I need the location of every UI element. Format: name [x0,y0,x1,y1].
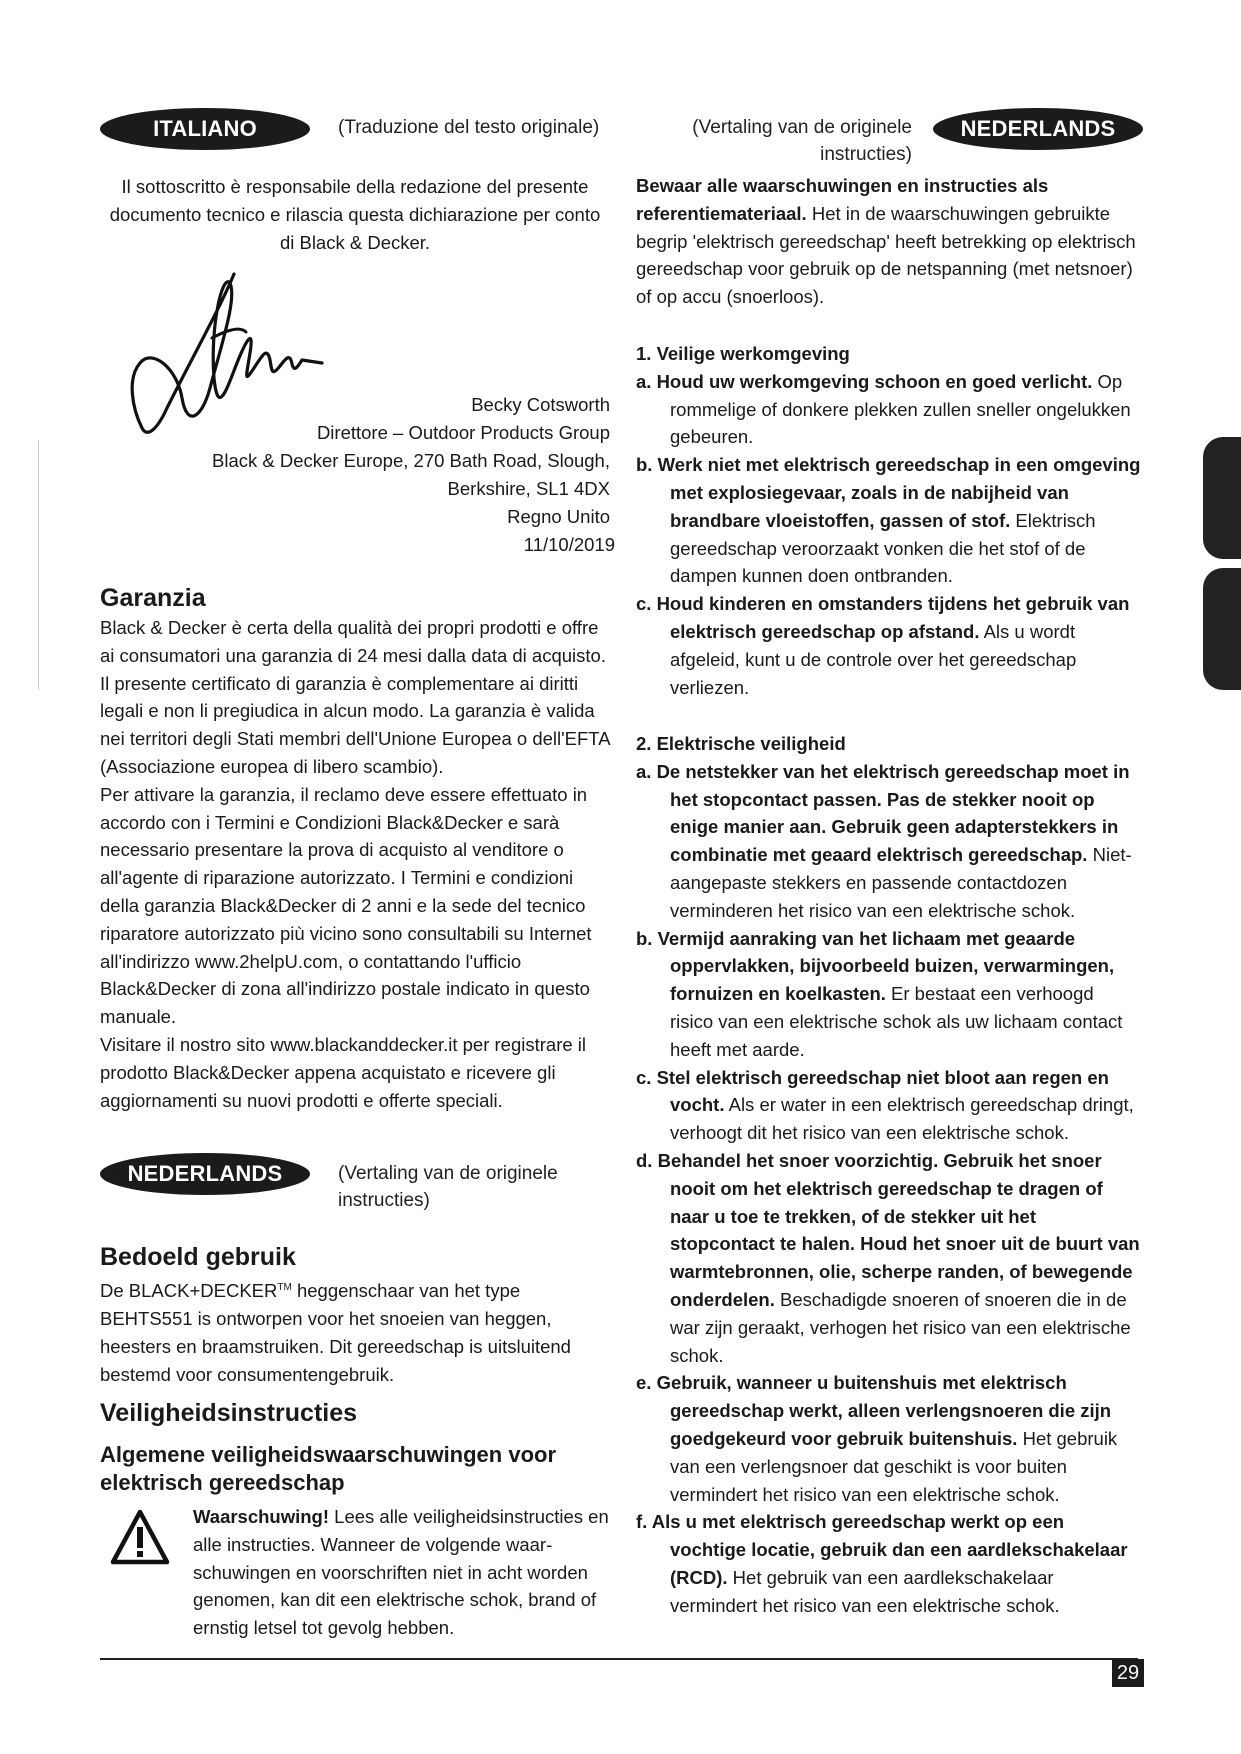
warranty-heading: Garanzia [100,584,206,612]
item-bold: e. Gebruik, wanneer u buitenshuis met elektrisch gereedschap werkt, alleen verlengsnoeren die zijn goedgekeurd voor gebruik buitenshuis. [636,1372,1112,1449]
item-bold: a. Houd uw werkomgeving schoon en goed verlicht. [636,370,1093,392]
warning-label: Waarschuwing! [193,1506,330,1527]
language-tab-marker [1203,568,1241,690]
item-text: Als u wordt afgeleid, kunt u de controle over het gereedschap verliezen. [670,620,1077,698]
lang-badge-nederlands-right: NEDERLANDS [933,108,1143,150]
declaration-text: Il sottoscritto è responsabile della redazione del presente documento tecnico e rilascia questa dichiarazione per conto di Black & Decker. [109,176,601,253]
warning-body: Lees alle veiligheidsinstructies en alle instructies. Wanneer de volgende waar-schuwingen en voorschriften niet in acht worden genomen, kan dit een elektrische schok, brand of ernstig letsel tot gevolg hebben. [193,1506,609,1639]
list-item [636,925,1141,1064]
item-text: Het gebruik van een aardlekschakelaar vermindert het risico van een elektrische schok. [670,1566,1060,1616]
item-text: Er bestaat een verhoogd risico van een elektrische schok als uw lichaam contact heeft met aarde. [670,983,1123,1060]
list-item [636,1147,1141,1369]
warranty-paragraph-3: Visitare il nostro sito www.blackanddecker.it per registrare il prodotto Black&Decker appena acquistato e ricevere gli aggiornamenti su nuovi prodotti e offerte speciali. [100,1033,587,1111]
signer-country: Regno Unito [507,506,610,527]
item-bold: b. Werk niet met elektrisch gereedschap in een omgeving met explosiegevaar, zoals in de nabijheid van brandbare vloeistoffen, gassen of stof. [636,454,1141,531]
lang-note-nederlands-right: (Vertaling van de originele instructies) [692,117,912,165]
signer-date: 11/10/2019 [523,534,615,555]
page-number: 29 [1112,1659,1144,1687]
section-2 [636,730,1141,1620]
warning-text [193,1503,613,1642]
section-title: 1. Veilige werkomgeving [636,343,850,364]
footer-rule [100,1658,1138,1660]
lang-note-italiano: (Traduzione del testo originale) [338,117,600,138]
list-item [636,1369,1141,1508]
signer-address-1: Black & Decker Europe, 270 Bath Road, Slough, [212,450,610,471]
item-bold: d. Behandel het snoer voorzichtig. Gebruik het snoer nooit om het elektrisch gereedschap te dragen of naar u toe te trekken, of de stekker uit het stopcontact te halen. Houd het snoer uit de buurt van warmtebronnen, olie, scherpe randen, of bewegende onderdelen. [636,1149,1140,1310]
lang-note-nederlands-left: (Vertaling van de originele instructies) [338,1163,558,1211]
intended-use-heading: Bedoeld gebruik [100,1243,296,1271]
list-item [636,590,1141,701]
item-bold: a. De netstekker van het elektrisch gereedschap moet in het stopcontact passen. Pas de stekker nooit op enige manier aan. Gebruik geen adapterstekkers in combinatie met geaard elektrisch gereedschap. [636,760,1130,866]
item-bold: f. Als u met elektrisch gereedschap werkt op een vochtige locatie, gebruik dan een aardlekschakelaar (RCD). [636,1511,1128,1588]
margin-line [38,440,39,570]
list-item [636,368,1141,451]
intro-bold: Bewaar alle waarschuwingen en instructies als referentiemateriaal. [636,175,1049,224]
item-bold: c. Houd kinderen en omstanders tijdens het gebruik van elektrisch gereedschap op afstand. [636,593,1130,642]
item-bold: c. Stel elektrisch gereedschap niet bloot aan regen en vocht. [636,1066,1109,1116]
list-item [636,1508,1141,1619]
trademark-symbol: TM [277,1282,292,1293]
item-text: Het gebruik van een verlengsnoer dat geschikt is voor buiten vermindert het risico van een elektrische schok. [670,1427,1118,1505]
signer-title: Direttore – Outdoor Products Group [316,422,610,443]
intended-use-pre: De BLACK+DECKER [100,1280,278,1302]
warning-triangle-icon [110,1509,170,1565]
intro-text [636,172,1141,311]
intro-body: Het in de waarschuwingen gebruikte begrip 'elektrisch gereedschap' heeft betrekking op elektrisch gereedschap voor gebruik op de netspanning (met netsnoer) of op accu (snoerloos). [636,202,1136,308]
item-text: Op rommelige of donkere plekken zullen sneller ongelukken gebeuren. [670,370,1131,448]
item-text: Elektrisch gereedschap veroorzaakt vonken die het stof of de dampen kunnen doen ontbranden. [670,509,1096,587]
intended-use-post: heggenschaar van het type BEHTS551 is ontworpen voor het snoeien van heggen, heesters en braamstruiken. Dit gereedschap is uitsluitend bestemd voor consumentengebruik. [100,1280,571,1385]
list-item [636,758,1141,925]
warranty-body [100,614,610,1114]
margin-line [38,570,39,690]
lang-badge-italiano: ITALIANO [100,108,310,150]
item-text: Beschadigde snoeren of snoeren die in de war zijn geraakt, verhogen het risico van een elektrische schok. [670,1288,1131,1366]
signer-block [100,391,615,559]
list-item [636,451,1141,590]
item-bold: b. Vermijd aanraking van het lichaam met geaarde oppervlakken, bijvoorbeeld buizen, verwarmingen, fornuizen en koelkasten. [636,927,1115,1005]
item-text: Als er water in een elektrisch gereedschap dringt, verhoogt dit het risico van een elektrische schok. [670,1094,1134,1144]
section-title: 2. Elektrische veiligheid [636,733,846,754]
lang-badge-nederlands-left: NEDERLANDS [100,1153,310,1195]
item-text: Niet-aangepaste stekkers en passende contactdozen verminderen het risico van een elektrische schok. [670,844,1132,921]
section-1 [636,340,1141,701]
safety-heading: Veiligheidsinstructies [100,1399,358,1427]
general-warnings-heading: Algemene veiligheidswaarschuwingen voor elektrisch gereedschap [100,1442,557,1495]
list-item [636,1064,1141,1147]
signer-address-2: Berkshire, SL1 4DX [447,478,610,499]
warranty-paragraph-2: Per attivare la garanzia, il reclamo deve essere effettuato in accordo con i Termini e Condizioni Black&Decker e sarà necessario presentare la prova di acquisto al venditore o all'agente di riparazione autorizzato. I Termini e condizioni della garanzia Black&Decker di 2 anni e la sede del tecnico riparatore autorizzato più vicino sono consultabili su Internet all'indirizzo www.2helpU.com, o contattando l'ufficio Black&Decker di zona all'indirizzo postale indicato in questo manuale. [100,783,592,1028]
signer-name: Becky Cotsworth [471,394,610,415]
language-tab-marker [1203,437,1241,559]
warranty-paragraph-1: Black & Decker è certa della qualità dei propri prodotti e offre ai consumatori una garanzia di 24 mesi dalla data di acquisto. Il presente certificato di garanzia è complementare ai diritti legali e non li pregiudica in alcun modo. La garanzia è valida nei territori degli Stati membri dell'Unione Europea o dell'EFTA (Associazione europea di libero scambio). [100,617,610,777]
intended-use-text [100,1274,610,1388]
